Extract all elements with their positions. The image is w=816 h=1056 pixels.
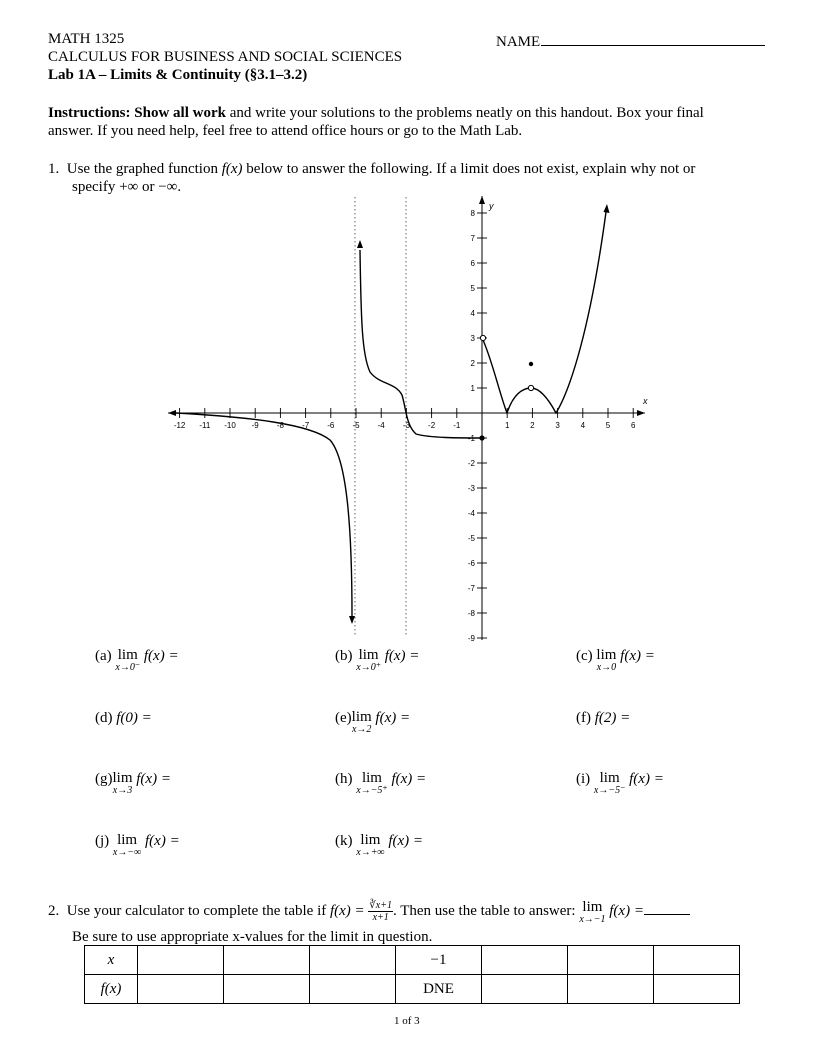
x-tick-label: -4 (377, 421, 385, 430)
part-f-expr: f(2) = (594, 710, 631, 726)
x-tick-label: -7 (302, 421, 310, 430)
part-b-lim-word: lim (358, 647, 379, 663)
curve-left-branch (173, 413, 352, 617)
instructions-lead: Instructions: Show all work (48, 105, 226, 121)
part-i-lim-sub: x→−5⁻ (593, 785, 626, 796)
part-b-label: (b) (335, 648, 353, 664)
curve-left-down-arrow (349, 616, 355, 624)
part-j-lim-sub: x→−∞ (112, 847, 142, 858)
part-b-expr: f(x) = (384, 648, 420, 664)
y-tick-label: -6 (467, 559, 475, 568)
part-k-lim-word: lim (360, 832, 381, 848)
y-axis-label: y (489, 201, 494, 211)
y-tick-label: 4 (470, 309, 475, 318)
x-axis-label: x (643, 396, 648, 406)
name-label: NAME (496, 34, 541, 50)
lab-title: Lab 1A – Limits & Continuity (§3.1–3.2) (48, 67, 308, 83)
table-cell[interactable] (482, 946, 568, 975)
part-a-label: (a) (95, 648, 112, 664)
problem1-line-2: specify +∞ or −∞. (72, 179, 182, 195)
part-a-expr: f(x) = (143, 648, 179, 664)
problem2-text-b: . Then use the table to answer: (392, 903, 576, 919)
x-ticks (174, 408, 636, 430)
y-tick-label: 8 (470, 209, 475, 218)
curve-right-branch (483, 212, 606, 413)
part-j-lim-word: lim (117, 832, 138, 848)
part-j (95, 833, 180, 858)
x-tick-label: -12 (173, 421, 186, 430)
y-tick-label: -1 (467, 434, 475, 443)
problem2-number: 2. (48, 903, 60, 919)
x-tick-label: -2 (428, 421, 436, 430)
x-tick-label: 1 (504, 421, 510, 430)
closed-point-2-2 (529, 362, 533, 366)
x-tick-label: -3 (402, 421, 410, 430)
x-axis-left-arrow (168, 410, 176, 416)
x-tick-label: 6 (630, 421, 636, 430)
table-cell[interactable] (310, 975, 396, 1004)
part-a (95, 648, 179, 673)
part-k-label: (k) (335, 833, 353, 849)
table-cell[interactable] (482, 975, 568, 1004)
y-tick-label: -5 (467, 534, 475, 543)
part-a-lim-word: lim (117, 647, 138, 663)
x-tick-label: -10 (224, 421, 236, 430)
course-title: CALCULUS FOR BUSINESS AND SOCIAL SCIENCES (48, 49, 403, 65)
part-d (95, 710, 152, 727)
problem2-fraction (368, 900, 393, 923)
part-h-expr: f(x) = (391, 771, 427, 787)
x-axis-right-arrow (637, 410, 645, 416)
part-h (335, 771, 426, 796)
part-g-lim-sub: x→3 (112, 785, 133, 796)
value-table (84, 945, 740, 1004)
problem1-number: 1. (48, 161, 60, 177)
table-cell[interactable] (654, 946, 740, 975)
part-k-lim (356, 833, 384, 858)
part-g-lim-word: lim (112, 770, 133, 786)
part-i-lim-word: lim (599, 770, 620, 786)
table-cell[interactable] (138, 975, 224, 1004)
part-g-label: (g) (95, 771, 113, 787)
part-e-label: (e) (335, 710, 352, 726)
instructions-line-2: answer. If you need help, feel free to attend office hours or go to the Math Lab. (48, 123, 523, 139)
table-cell[interactable] (568, 946, 654, 975)
table-cell: −1 (396, 946, 482, 975)
part-c-lim (596, 648, 616, 673)
fraction-denominator: x+1 (372, 912, 389, 924)
part-c-lim-word: lim (596, 647, 617, 663)
part-g (95, 771, 171, 796)
table-cell[interactable] (138, 946, 224, 975)
table-row-fx (85, 975, 740, 1004)
part-k-expr: f(x) = (388, 833, 424, 849)
y-tick-label: -4 (467, 509, 475, 518)
part-c (576, 648, 655, 673)
part-e-lim (352, 710, 372, 735)
y-tick-label: 1 (470, 384, 475, 393)
part-j-label: (j) (95, 833, 110, 849)
part-h-lim-word: lim (361, 770, 382, 786)
page-number: 1 of 3 (394, 1015, 420, 1027)
y-tick-label: 6 (470, 259, 475, 268)
part-f-label: (f) (576, 710, 591, 726)
x-tick-label: -8 (276, 421, 284, 430)
part-i-expr: f(x) = (629, 771, 664, 787)
y-tick-label: 2 (470, 359, 475, 368)
y-tick-label: -9 (467, 634, 475, 643)
instructions-text-1: and write your solutions to the problems neatly on this handout. Box your final (225, 105, 704, 121)
y-tick-label: 7 (470, 234, 475, 243)
x-tick-label: 5 (605, 421, 611, 430)
part-g-expr: f(x) = (136, 771, 171, 787)
course-number: MATH 1325 (48, 31, 125, 47)
y-ticks (468, 209, 487, 643)
problem2-lim (579, 900, 605, 925)
x-tick-label: 3 (555, 421, 560, 430)
part-b-lim (356, 648, 381, 673)
part-k-lim-sub: x→+∞ (356, 847, 385, 858)
part-e-expr: f(x) = (375, 710, 411, 726)
y-tick-label: -7 (467, 584, 475, 593)
y-tick-label: -8 (467, 609, 475, 618)
problem2-lim-word: lim (582, 899, 603, 915)
part-i (576, 771, 664, 796)
table-head-x: x (85, 946, 138, 975)
part-k (335, 833, 423, 858)
part-j-expr: f(x) = (145, 833, 180, 849)
part-a-lim (115, 648, 140, 673)
part-b (335, 648, 419, 673)
table-cell[interactable] (654, 975, 740, 1004)
part-h-lim (356, 771, 387, 796)
part-h-label: (h) (335, 771, 353, 787)
x-tick-label: -5 (352, 421, 360, 430)
part-c-expr: f(x) = (620, 648, 655, 664)
x-tick-label: -1 (453, 421, 461, 430)
x-tick-label: -11 (199, 421, 211, 430)
fraction-numerator: ∛x+1 (369, 900, 392, 912)
table-cell[interactable] (568, 975, 654, 1004)
problem1-text-a: Use the graphed function (66, 161, 222, 177)
part-f (576, 710, 630, 727)
problem2-line-1 (48, 900, 690, 925)
curve-middle-branch (360, 250, 482, 438)
part-e-lim-word: lim (351, 709, 372, 725)
closed-point-0-neg1 (479, 435, 484, 440)
table-cell: DNE (396, 975, 482, 1004)
part-i-label: (i) (576, 771, 591, 787)
table-cell[interactable] (310, 946, 396, 975)
x-tick-label: 2 (530, 421, 535, 430)
x-tick-label: 4 (580, 421, 586, 430)
part-d-expr: f(0) = (116, 710, 152, 726)
part-e-lim-sub: x→2 (351, 724, 372, 735)
part-d-label: (d) (95, 710, 113, 726)
x-tick-label: -6 (327, 421, 335, 430)
part-e (335, 710, 410, 735)
y-tick-label: 5 (470, 284, 475, 293)
problem2-answer-blank[interactable] (644, 900, 690, 915)
table-row-x (85, 946, 740, 975)
part-b-lim-sub: x→0⁺ (356, 662, 381, 673)
table-head-fx: f(x) (85, 975, 138, 1004)
table-cell[interactable] (224, 946, 310, 975)
problem2-fx: f(x) = (329, 903, 365, 919)
part-i-lim (594, 771, 625, 796)
open-point-2-1 (528, 385, 533, 390)
y-axis-arrow (479, 196, 485, 204)
open-point-0-3 (480, 335, 485, 340)
problem1-text-b: below to answer the following. If a limit does not exist, explain why not or (242, 161, 696, 177)
problem2-lim-sub: x→−1 (579, 914, 606, 925)
part-g-lim (113, 771, 133, 796)
curve-middle-up-arrow (357, 240, 363, 248)
problem2-text-a: Use your calculator to complete the table if (66, 903, 330, 919)
part-c-lim-sub: x→0 (596, 662, 617, 673)
problem2-lim-expr: f(x) = (609, 903, 644, 919)
part-h-lim-sub: x→−5⁺ (356, 785, 388, 796)
part-c-label: (c) (576, 648, 593, 664)
part-a-lim-sub: x→0⁻ (115, 662, 141, 673)
part-j-lim (113, 833, 141, 858)
table-cell[interactable] (224, 975, 310, 1004)
y-tick-label: -2 (467, 459, 475, 468)
x-tick-label: -9 (251, 421, 259, 430)
y-tick-label: 3 (470, 334, 475, 343)
curve-right-up-arrow (604, 204, 610, 213)
y-tick-label: -3 (467, 484, 475, 493)
problem2-line-2: Be sure to use appropriate x-values for the limit in question. (72, 929, 433, 945)
problem1-fx: f(x) (221, 161, 243, 177)
